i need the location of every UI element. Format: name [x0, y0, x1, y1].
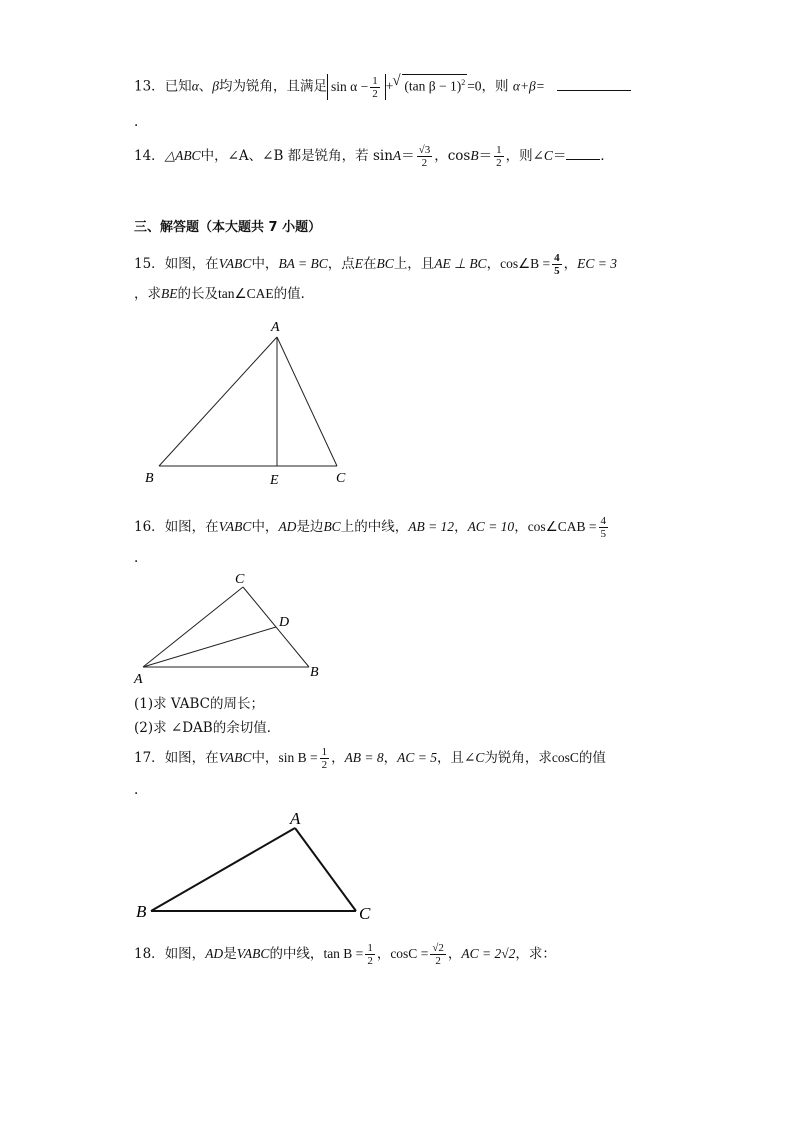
q17-period: . [134, 782, 139, 798]
q17-number: 17． [134, 750, 165, 766]
q16-label-A: A [134, 672, 143, 687]
q16-number: 16． [134, 519, 165, 535]
q16-subquestion-1: (1)求 VABC的周长； [134, 696, 264, 712]
fraction: $\frac{1}{2}$ [496, 144, 502, 169]
q13-period: . [134, 114, 139, 130]
q13-number: 13． [134, 78, 165, 95]
fraction: $\frac{1}{2}$ [372, 75, 378, 100]
q17-label-A: A [290, 809, 301, 828]
q15-label-B: B [145, 471, 154, 486]
q18-number: 18． [134, 946, 165, 962]
question-15: 15．如图，在VABC中，BA = BC，点E在BC上，且AE ⊥ BC，cos∠B = $\frac{4}{5}$ ，EC = 3 [134, 252, 618, 277]
fraction: $\frac{1}{2}$ [367, 942, 373, 967]
fraction: $\frac{√2}{2}$ [432, 942, 444, 967]
absolute-value: sin α − $\frac{1}{2}$ [327, 74, 386, 100]
q15-label-E: E [270, 473, 279, 488]
q16-subquestion-2: (2)求 ∠DAB的余切值． [134, 720, 281, 736]
q14-number: 14． [134, 148, 165, 164]
question-14: 14．△ABC中，∠A、∠B 都是锐角，若 sinA＝ $\frac{√3}{2}$ ，cosB＝ $\frac{1}{2}$ ，则∠C＝ ． [134, 144, 614, 169]
q17-label-C: C [359, 904, 371, 923]
fraction: $\frac{1}{2}$ [321, 746, 328, 771]
fraction: $\frac{4}{5}$ [554, 252, 560, 277]
q16-label-D: D [279, 615, 290, 630]
question-16: 16．如图，在VABC中，AD是边BC上的中线，AB = 12，AC = 10，cos∠CAB = $\frac{4}{5}$ [134, 515, 607, 540]
square-root: √ (tan β − 1)$^2$ [402, 74, 467, 95]
q15-label-C: C [336, 471, 346, 486]
q15-label-A: A [271, 320, 280, 335]
section-heading: 三、解答题（本大题共 7 小题） [134, 220, 322, 235]
fraction: $\frac{√3}{2}$ [418, 144, 431, 169]
q15-number: 15． [134, 256, 165, 272]
question-13: 13．已知α、β均为锐角，且满足 sin α − $\frac{1}{2}$ +√ (tan β − 1)$^2$ =0，则 α+β= [134, 74, 631, 100]
question-15-line2: ，求BE的长及tan∠CAE的值． [134, 286, 315, 302]
question-17: 17．如图，在VABC中，sin B = $\frac{1}{2}$ ，AB = 8，AC = 5，且∠C为锐角，求cosC的值 [134, 746, 606, 771]
fraction: $\frac{4}{5}$ [600, 515, 607, 540]
q17-label-B: B [136, 902, 147, 921]
question-18: 18．如图，AD是VABC的中线，tan B = $\frac{1}{2}$ ，cosC = $\frac{√2}{2}$ ，AC = 2√2，求： [134, 942, 556, 967]
q16-label-B: B [310, 665, 319, 680]
q16-label-C: C [235, 572, 245, 587]
q16-period: . [134, 550, 139, 566]
